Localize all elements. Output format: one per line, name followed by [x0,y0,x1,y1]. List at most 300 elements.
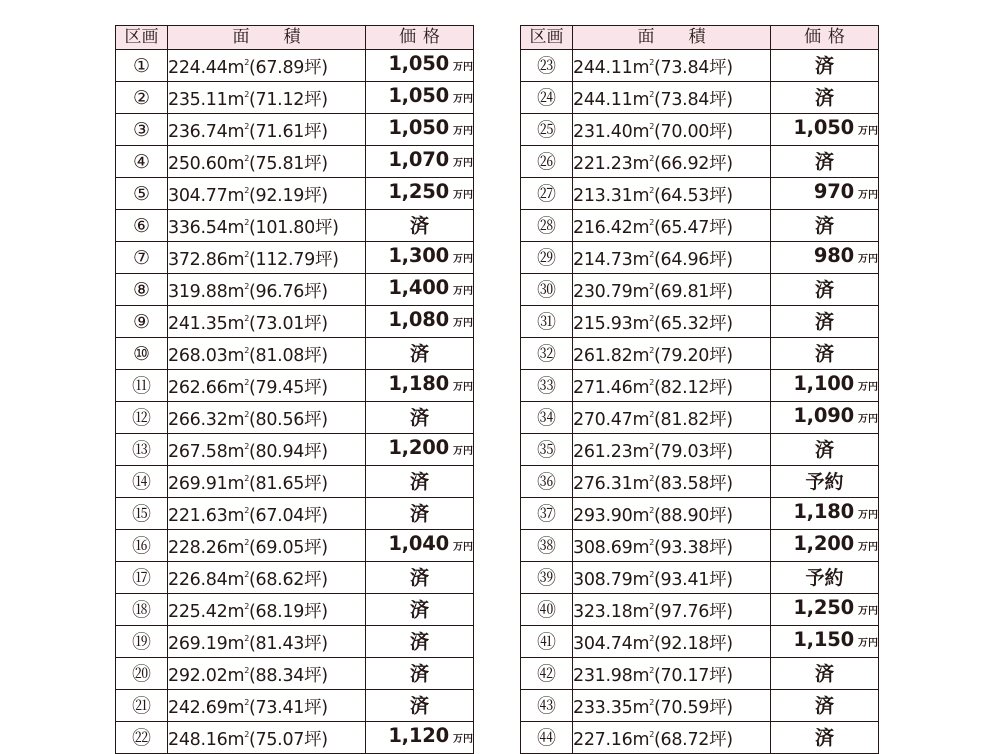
sqm-unit [227,410,249,430]
sold-status: 済 [771,146,879,178]
lot-row [116,498,474,530]
price-unit: 万円 [453,125,473,137]
sqm-unit-m: m [632,570,650,590]
area-sqm: 271.46 [573,378,633,398]
lot-area [168,562,366,594]
area-tsubo: (70.00坪) [653,122,733,142]
lot-row [116,594,474,626]
sqm-unit-m: m [227,186,245,206]
lot-area [573,466,771,498]
lot-row [116,562,474,594]
sqm-unit [632,250,654,270]
sqm-unit [227,442,249,462]
lot-number: ⑬ [116,434,168,466]
lot-price [771,114,879,146]
price-unit: 万円 [858,541,878,553]
area-tsubo: (73.41坪) [248,698,328,718]
area-sqm: 224.44 [168,58,228,78]
area-tsubo: (92.18坪) [653,634,733,654]
sold-status: 済 [771,658,879,690]
area-sqm: 308.69 [573,538,633,558]
area-tsubo: (93.41坪) [653,570,733,590]
area-tsubo: (88.90坪) [653,506,733,526]
sqm-unit [227,506,249,526]
lot-price [366,50,474,82]
area-sqm: 250.60 [168,154,228,174]
area-tsubo: (71.12坪) [248,90,328,110]
lot-area [168,530,366,562]
sqm-unit-exp: 2 [649,378,654,387]
sqm-unit-exp: 2 [244,698,249,707]
area-tsubo: (66.92坪) [653,154,733,174]
sqm-unit-m: m [227,538,245,558]
area-sqm: 266.32 [168,410,228,430]
price-unit: 万円 [858,253,878,265]
sqm-unit-m: m [227,442,245,462]
area-tsubo: (92.19坪) [248,186,328,206]
area-sqm: 304.74 [573,634,633,654]
lot-row [521,498,879,530]
lot-row [116,146,474,178]
sqm-unit-exp: 2 [649,602,654,611]
area-tsubo: (96.76坪) [248,282,328,302]
lot-area [168,626,366,658]
lot-number: ㉝ [521,370,573,402]
sqm-unit-exp: 2 [244,154,249,163]
lot-row [521,690,879,722]
sqm-unit-m: m [227,154,245,174]
area-sqm: 216.42 [573,218,633,238]
sqm-unit [227,634,249,654]
sqm-unit [632,698,654,718]
sold-status: 済 [771,722,879,754]
area-tsubo: (64.53坪) [653,186,733,206]
sqm-unit [632,410,654,430]
sqm-unit-m: m [632,218,650,238]
sqm-unit-m: m [227,474,245,494]
lot-area [573,594,771,626]
lot-number: ㊴ [521,562,573,594]
price-amount: 1,090 [793,403,854,427]
area-sqm: 269.91 [168,474,228,494]
lot-number: ⑥ [116,210,168,242]
lot-area [168,146,366,178]
price-amount: 1,050 [388,51,449,75]
sqm-unit [227,154,249,174]
lot-price [366,370,474,402]
area-sqm: 248.16 [168,730,228,750]
sqm-unit-exp: 2 [244,538,249,547]
area-sqm: 336.54 [168,218,228,238]
lot-row [521,466,879,498]
lot-row [521,242,879,274]
header-area: 面積 [573,26,771,50]
area-sqm: 226.84 [168,570,228,590]
lot-number: ⑰ [116,562,168,594]
sold-status: 済 [366,626,474,658]
area-sqm: 213.31 [573,186,633,206]
sqm-unit-exp: 2 [649,730,654,739]
lot-area [168,242,366,274]
sqm-unit-m: m [227,698,245,718]
price-unit: 万円 [453,285,473,297]
lot-area [168,690,366,722]
lot-number: ㉟ [521,434,573,466]
sqm-unit-m: m [632,634,650,654]
lot-price [366,242,474,274]
sqm-unit-m: m [632,410,650,430]
area-tsubo: (70.17坪) [653,666,733,686]
price-unit: 万円 [453,381,473,393]
lot-area [573,402,771,434]
sqm-unit [227,282,249,302]
lot-number: ⑦ [116,242,168,274]
header-price: 価格 [771,26,879,50]
lot-area [573,722,771,754]
lot-number: ㉘ [521,210,573,242]
area-sqm: 241.35 [168,314,228,334]
lot-number: ⑭ [116,466,168,498]
lot-row [116,50,474,82]
lot-price [771,370,879,402]
sqm-unit-exp: 2 [649,666,654,675]
lot-area [573,690,771,722]
sqm-unit-m: m [632,250,650,270]
lot-number: ⑧ [116,274,168,306]
area-tsubo: (73.01坪) [248,314,328,334]
sqm-unit-exp: 2 [244,442,249,451]
lot-area [168,338,366,370]
area-sqm: 261.23 [573,442,633,462]
sqm-unit [632,378,654,398]
sqm-unit-exp: 2 [649,186,654,195]
lot-row [521,530,879,562]
lot-row [116,722,474,754]
lot-number: ㉚ [521,274,573,306]
lot-number: ㉜ [521,338,573,370]
lot-price [366,114,474,146]
lot-number: ㉔ [521,82,573,114]
sqm-unit-exp: 2 [244,186,249,195]
lot-number: ⑲ [116,626,168,658]
lot-price [771,498,879,530]
sqm-unit-m: m [632,346,650,366]
sqm-unit [227,602,249,622]
header-row [521,26,879,50]
price-unit: 万円 [453,541,473,553]
sqm-unit-exp: 2 [649,410,654,419]
lot-row [521,594,879,626]
lot-area [573,306,771,338]
lot-area [168,210,366,242]
area-sqm: 215.93 [573,314,633,334]
area-tsubo: (65.47坪) [653,218,733,238]
area-sqm: 230.79 [573,282,633,302]
area-sqm: 235.11 [168,90,228,110]
lot-row [521,626,879,658]
sqm-unit-m: m [632,698,650,718]
sqm-unit-m: m [227,634,245,654]
lot-row [116,402,474,434]
price-unit: 万円 [453,93,473,105]
sqm-unit [632,186,654,206]
sqm-unit-m: m [632,186,650,206]
lot-area [168,658,366,690]
sqm-unit-m: m [227,90,245,110]
lot-row [521,210,879,242]
sold-status: 済 [366,658,474,690]
lot-area [573,338,771,370]
sold-status: 済 [771,338,879,370]
area-tsubo: (69.05坪) [248,538,328,558]
area-tsubo: (73.84坪) [653,90,733,110]
sqm-unit [227,186,249,206]
lot-area [573,658,771,690]
area-sqm: 236.74 [168,122,228,142]
sold-status: 済 [366,466,474,498]
price-amount: 1,050 [388,83,449,107]
area-sqm: 292.02 [168,666,228,686]
lot-price [366,146,474,178]
sold-status: 済 [771,50,879,82]
sqm-unit [227,58,249,78]
sqm-unit-exp: 2 [244,666,249,675]
lot-number: ⑱ [116,594,168,626]
lot-number: ㉗ [521,178,573,210]
sqm-unit [227,474,249,494]
lot-number: ⑤ [116,178,168,210]
sqm-unit-m: m [632,506,650,526]
sqm-unit [632,570,654,590]
lot-number: ㊲ [521,498,573,530]
lot-number: ② [116,82,168,114]
price-unit: 万円 [858,605,878,617]
sqm-unit-exp: 2 [649,698,654,707]
lot-area [573,562,771,594]
header-row [116,26,474,50]
sold-status: 済 [771,274,879,306]
lot-row [116,434,474,466]
sqm-unit-exp: 2 [244,122,249,131]
lot-area [168,82,366,114]
lot-price [366,306,474,338]
area-sqm: 293.90 [573,506,633,526]
sqm-unit-exp: 2 [649,346,654,355]
lot-row [116,370,474,402]
lot-number: ⑩ [116,338,168,370]
price-unit: 万円 [858,509,878,521]
area-tsubo: (93.38坪) [653,538,733,558]
lot-number: ㊳ [521,530,573,562]
sold-status: 予約 [771,562,879,594]
lot-price [366,178,474,210]
lot-area [168,498,366,530]
lot-number: ⑪ [116,370,168,402]
lot-row [116,210,474,242]
lot-price [366,722,474,754]
lot-price [771,242,879,274]
lot-number: ㉖ [521,146,573,178]
sqm-unit-exp: 2 [244,378,249,387]
area-tsubo: (79.20坪) [653,346,733,366]
sqm-unit-exp: 2 [244,634,249,643]
price-amount: 1,100 [793,371,854,395]
lot-price [771,402,879,434]
sqm-unit [227,346,249,366]
area-sqm: 225.42 [168,602,228,622]
sold-status: 済 [366,594,474,626]
sqm-unit-exp: 2 [649,58,654,67]
sqm-unit-m: m [632,378,650,398]
lot-area [168,178,366,210]
sqm-unit-m: m [227,730,245,750]
sqm-unit [632,666,654,686]
area-tsubo: (80.94坪) [248,442,328,462]
header-lot: 区画 [116,26,168,50]
area-sqm: 214.73 [573,250,633,270]
sold-status: 済 [366,402,474,434]
sqm-unit-m: m [632,154,650,174]
price-unit: 万円 [453,157,473,169]
area-tsubo: (81.08坪) [248,346,328,366]
sqm-unit [632,474,654,494]
lot-row [116,178,474,210]
price-amount: 1,400 [388,275,449,299]
price-amount: 1,070 [388,147,449,171]
lot-area [573,274,771,306]
lot-number: ㉑ [116,690,168,722]
sqm-unit [632,538,654,558]
area-tsubo: (67.04坪) [248,506,328,526]
sqm-unit-m: m [227,282,245,302]
area-tsubo: (80.56坪) [248,410,328,430]
area-sqm: 244.11 [573,58,633,78]
sqm-unit [632,122,654,142]
price-amount: 1,200 [793,531,854,555]
price-unit: 万円 [453,445,473,457]
lot-number: ㊶ [521,626,573,658]
sqm-unit-m: m [632,58,650,78]
sqm-unit-m: m [227,314,245,334]
lot-row [521,370,879,402]
lot-price [771,626,879,658]
lot-number: ① [116,50,168,82]
area-sqm: 269.19 [168,634,228,654]
area-tsubo: (97.76坪) [653,602,733,622]
sqm-unit [632,90,654,110]
price-amount: 1,080 [388,307,449,331]
area-tsubo: (88.34坪) [248,666,328,686]
sqm-unit-m: m [227,346,245,366]
area-tsubo: (69.81坪) [653,282,733,302]
lot-area [168,114,366,146]
price-amount: 1,120 [388,723,449,747]
sqm-unit-exp: 2 [244,730,249,739]
lot-area [573,530,771,562]
sqm-unit-m: m [632,666,650,686]
sqm-unit-exp: 2 [244,282,249,291]
lot-number: ㊱ [521,466,573,498]
price-amount: 970 [813,179,854,203]
lot-row [116,306,474,338]
sqm-unit-exp: 2 [244,602,249,611]
lot-number: ③ [116,114,168,146]
sqm-unit-exp: 2 [649,506,654,515]
lot-table-left [115,25,474,754]
area-sqm: 267.58 [168,442,228,462]
lot-price [366,274,474,306]
sold-status: 済 [366,498,474,530]
lot-price [366,82,474,114]
header-price: 価格 [366,26,474,50]
sqm-unit-exp: 2 [244,474,249,483]
sqm-unit-m: m [632,314,650,334]
area-sqm: 242.69 [168,698,228,718]
sqm-unit-exp: 2 [244,570,249,579]
price-unit: 万円 [858,637,878,649]
sqm-unit [632,314,654,334]
price-amount: 1,250 [793,595,854,619]
lot-area [168,370,366,402]
sqm-unit-exp: 2 [649,570,654,579]
lot-area [573,114,771,146]
area-sqm: 270.47 [573,410,633,430]
area-tsubo: (83.58坪) [653,474,733,494]
lot-row [521,82,879,114]
lot-number: ㉓ [521,50,573,82]
price-amount: 1,180 [793,499,854,523]
sqm-unit-m: m [227,58,245,78]
lot-number: ㉞ [521,402,573,434]
lot-row [116,114,474,146]
lot-number: ㉒ [116,722,168,754]
price-amount: 1,150 [793,627,854,651]
area-tsubo: (71.61坪) [248,122,328,142]
area-tsubo: (79.45坪) [248,378,328,398]
sqm-unit-m: m [227,122,245,142]
lot-price [771,594,879,626]
sqm-unit-m: m [632,122,650,142]
lot-row [116,690,474,722]
area-tsubo: (68.19坪) [248,602,328,622]
area-sqm: 227.16 [573,730,633,750]
lot-row [116,530,474,562]
sqm-unit-m: m [227,666,245,686]
sold-status: 済 [366,338,474,370]
lot-number: ⑨ [116,306,168,338]
lot-number: ⑳ [116,658,168,690]
sqm-unit-m: m [227,506,245,526]
sqm-unit-m: m [227,250,245,270]
price-unit: 万円 [453,733,473,745]
area-sqm: 323.18 [573,602,633,622]
lot-area [573,50,771,82]
price-amount: 1,300 [388,243,449,267]
sqm-unit [227,250,249,270]
lot-area [573,434,771,466]
price-amount: 1,250 [388,179,449,203]
sqm-unit [632,442,654,462]
sqm-unit-exp: 2 [649,282,654,291]
price-amount: 980 [813,243,854,267]
price-amount: 1,040 [388,531,449,555]
sqm-unit-m: m [227,602,245,622]
lot-area [573,370,771,402]
lot-row [521,306,879,338]
lot-price [366,434,474,466]
area-sqm: 228.26 [168,538,228,558]
sqm-unit-exp: 2 [244,314,249,323]
